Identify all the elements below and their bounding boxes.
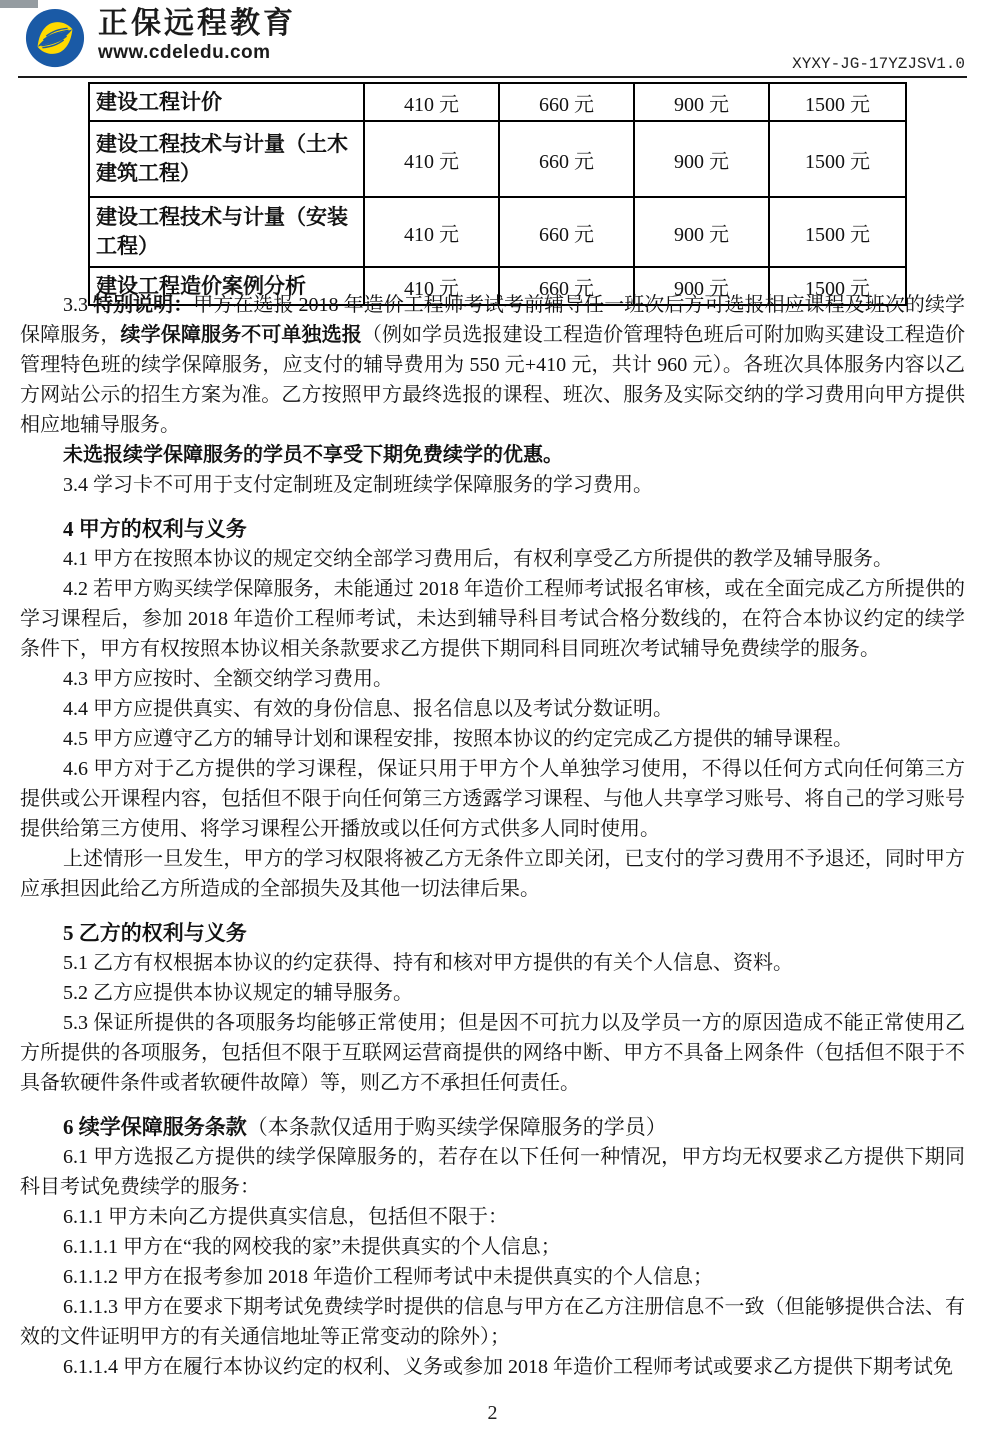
paragraph [20, 1008, 965, 1098]
price-cell: 410 元 [364, 121, 499, 197]
price-cell: 660 元 [499, 267, 634, 305]
cdel-logo-icon [24, 7, 86, 69]
table-row [89, 197, 906, 267]
text: 5.2 乙方应提供本协议规定的辅导服务。 [63, 982, 413, 1004]
page-number: 2 [487, 1402, 498, 1424]
paragraph [20, 1202, 965, 1232]
price-cell: 1500 元 [769, 121, 906, 197]
price-table-body [89, 83, 906, 305]
paragraph [20, 694, 965, 724]
paragraph [20, 290, 965, 440]
paragraph [20, 1292, 965, 1352]
price-cell: 660 元 [499, 83, 634, 121]
price-cell: 660 元 [499, 121, 634, 197]
paragraph [20, 1352, 965, 1382]
paragraph [20, 978, 965, 1008]
text: 5.1 乙方有权根据本协议的约定获得、持有和核对甲方提供的有关个人信息、资料。 [63, 952, 793, 974]
price-cell: 1500 元 [769, 267, 906, 305]
price-cell: 1500 元 [769, 83, 906, 121]
table-row [89, 121, 906, 197]
text: 6.1.1.1 甲方在“我的网校我的家”未提供真实的个人信息； [63, 1236, 561, 1258]
price-cell: 660 元 [499, 197, 634, 267]
paragraph [20, 724, 965, 754]
text: 上述情形一旦发生，甲方的学习权限将被乙方无条件立即关闭，已支付的学习费用不予退还，同时甲方应承担因此给乙方所造成的全部损失及其他一切法律后果。 [20, 848, 965, 900]
text: 3.3 [63, 294, 94, 316]
section-heading [20, 1112, 965, 1142]
paragraph [20, 544, 965, 574]
subject-cell: 建设工程技术与计量（土木建筑工程） [89, 121, 364, 197]
price-cell: 900 元 [634, 267, 769, 305]
price-table [88, 82, 907, 306]
subject-cell: 建设工程计价 [89, 83, 364, 121]
text: （本条款仅适用于购买续学保障服务的学员） [246, 1115, 667, 1139]
bold-text: 5 乙方的权利与义务 [63, 921, 247, 945]
price-cell: 900 元 [634, 197, 769, 267]
text: 6.1.1 甲方未向乙方提供真实信息，包括但不限于： [63, 1206, 508, 1228]
price-cell: 410 元 [364, 197, 499, 267]
bold-text: 续学保障服务不可单独选报 [120, 324, 362, 346]
bold-text: 4 甲方的权利与义务 [63, 517, 247, 541]
text: 4.4 甲方应提供真实、有效的身份信息、报名信息以及考试分数证明。 [63, 698, 673, 720]
bold-text: 未选报续学保障服务的学员不享受下期免费续学的优惠。 [63, 444, 563, 466]
text: 3.4 学习卡不可用于支付定制班及定制班续学保障服务的学习费用。 [63, 474, 653, 496]
bold-text: 6 续学保障服务条款 [63, 1115, 247, 1139]
text: 6.1.1.2 甲方在报考参加 2018 年造价工程师考试中未提供真实的个人信息； [63, 1266, 713, 1288]
price-cell: 900 元 [634, 121, 769, 197]
text: 4.1 甲方在按照本协议的规定交纳全部学习费用后，有权利享受乙方所提供的教学及辅导服务。 [63, 548, 893, 570]
paragraph [20, 1232, 965, 1262]
paragraph [20, 1142, 965, 1202]
paragraph [20, 664, 965, 694]
paragraph [20, 948, 965, 978]
paragraph [20, 470, 965, 500]
price-cell: 1500 元 [769, 197, 906, 267]
brand-block [98, 6, 296, 64]
paragraph [20, 574, 965, 664]
text: 6.1.1.4 甲方在履行本协议约定的权利、义务或参加 2018 年造价工程师考试或要求乙方提供下期考试免 [63, 1356, 953, 1378]
contract-body [20, 290, 965, 1382]
paragraph [20, 844, 965, 904]
paragraph [20, 754, 965, 844]
section-heading [20, 514, 965, 544]
text: 4.6 甲方对于乙方提供的学习课程，保证只用于甲方个人单独学习使用，不得以任何方式向任何第三方提供或公开课程内容，包括但不限于向任何第三方透露学习课程、与他人共享学习账号、将自己的学习账号提供给第三方使用、将学习课程公开播放或以任何方式供多人同时使用。 [20, 758, 965, 840]
price-cell: 410 元 [364, 267, 499, 305]
text: 5.3 保证所提供的各项服务均能够正常使用；但是因不可抗力以及学员一方的原因造成不能正常使用乙方所提供的各项服务，包括但不限于互联网运营商提供的网络中断、甲方不具备上网条件（包括但不限于不具备软硬件条件或者软硬件故障）等，则乙方不承担任何责任。 [20, 1012, 965, 1094]
page-header [18, 0, 967, 78]
brand-name: 正保远程教育 [98, 7, 296, 40]
paragraph [20, 1262, 965, 1292]
document-code: XYXY-JG-17YZJSV1.0 [792, 55, 965, 73]
brand-site: www.cdeledu.com [98, 42, 271, 63]
text: 4.5 甲方应遵守乙方的辅导计划和课程安排，按照本协议的约定完成乙方提供的辅导课程。 [63, 728, 853, 750]
paragraph [20, 440, 965, 470]
text: 4.3 甲方应按时、全额交纳学习费用。 [63, 668, 393, 690]
text: 6.1.1.3 甲方在要求下期考试免费续学时提供的信息与甲方在乙方注册信息不一致（但能够提供合法、有效的文件证明甲方的有关通信地址等正常变动的除外）； [20, 1296, 965, 1348]
section-heading [20, 918, 965, 948]
text: 6.1 甲方选报乙方提供的续学保障服务的，若存在以下任何一种情况，甲方均无权要求乙方提供下期同科目考试免费续学的服务： [20, 1146, 965, 1198]
price-cell: 410 元 [364, 83, 499, 121]
text: （例如学员选报建设工程造价管理特色班后可附加购买建设工程造价管理特色班的续学保障服务，应支付的辅导费用为 550 元+410 元，共计 960 元）。各班次具体服务内容以乙方网站公示的招生方案为准。乙方按照甲方最终选报的课程、班次、服务及实际交纳的学习费用向甲方提供相应地辅导服务。 [20, 324, 966, 436]
subject-cell: 建设工程造价案例分析 [89, 267, 364, 305]
text: 甲方在选报 2018 年造价工程师考试考前辅导任一班次后方可选报相应课程及班次的续学保障服务， [20, 294, 966, 346]
text: 4.2 若甲方购买续学保障服务，未能通过 2018 年造价工程师考试报名审核，或在全面完成乙方所提供的学习课程后，参加 2018 年造价工程师考试，未达到辅导科目考试合格分数线的，在符合本协议约定的续学条件下，甲方有权按照本协议相关条款要求乙方提供下期同科目同班次考试辅导免费续学的服务。 [20, 578, 965, 660]
table-row [89, 83, 906, 121]
subject-cell: 建设工程技术与计量（安装工程） [89, 197, 364, 267]
price-cell: 900 元 [634, 83, 769, 121]
bold-text: 特别说明： [93, 294, 194, 316]
